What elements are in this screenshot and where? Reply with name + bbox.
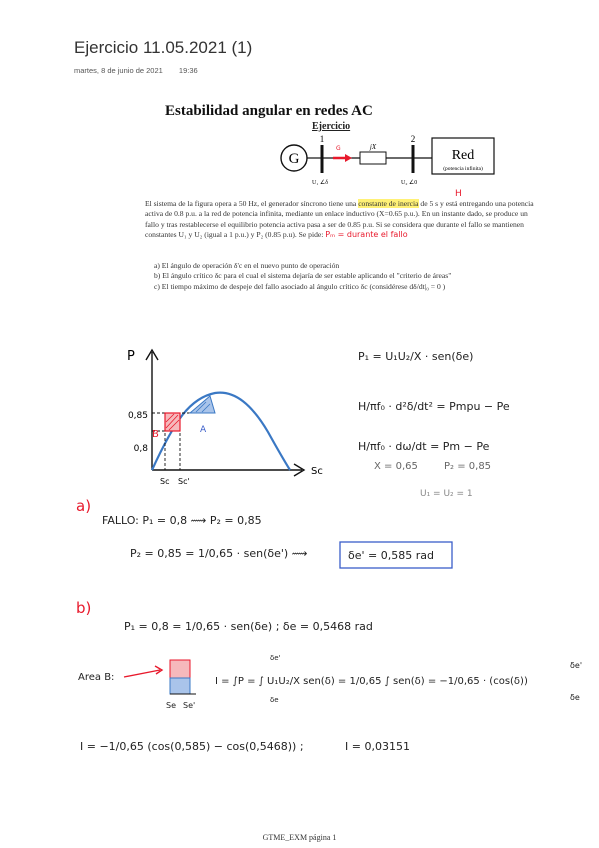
tick-08: 0,8 bbox=[133, 444, 148, 454]
integral-high: δe' bbox=[270, 654, 281, 662]
page-date: martes, 8 de junio de 2021 bbox=[74, 66, 163, 75]
grid-label: Red bbox=[451, 148, 475, 163]
integral: I = ∫P = ∫ U₁U₂/X sen(δ) = 1/0,65 ∫ sen(δ) = −1/0,65 · (cos(δ)) bbox=[215, 676, 528, 687]
equations bbox=[358, 350, 510, 499]
tick-se-prime: Sc' bbox=[178, 477, 190, 486]
tick-se: Sc bbox=[160, 477, 170, 486]
eq-1: P₁ = U₁U₂/X · sen(δe) bbox=[358, 350, 474, 363]
part-b-label: b) bbox=[76, 599, 92, 617]
integral-low: δe bbox=[270, 696, 279, 704]
eq-3: H/πf₀ · dω/dt = Pm − Pe bbox=[358, 440, 490, 453]
bracket-low: δe bbox=[570, 693, 580, 702]
page-footer: GTME_EXM página 1 bbox=[262, 833, 337, 842]
given-u: U₁ = U₂ = 1 bbox=[420, 489, 473, 499]
area-sub-1: Se bbox=[166, 701, 176, 710]
delta-axis-label: Sc bbox=[311, 466, 323, 477]
u1-label: U₁ ∠δ bbox=[312, 180, 329, 186]
result-eq: I = −1/0,65 (cos(0,585) − cos(0,5468)) ; bbox=[80, 740, 304, 753]
tick-085: 0,85 bbox=[127, 411, 148, 421]
bus-2-label: 2 bbox=[410, 134, 416, 144]
u2-label: U₂ ∠0 bbox=[401, 180, 418, 186]
question-item: a) El ángulo de operación δ'c en el nuevo punto de operación bbox=[154, 261, 340, 270]
grid-sub: (potencia infinita) bbox=[443, 166, 483, 172]
problem-statement bbox=[145, 199, 540, 240]
doc-subheading: Ejercicio bbox=[312, 121, 351, 132]
para-part-2: de 5 s y está entregando una potencia activa de 0.8 p.u. a la red de potencia infinita, mediante un enlace inductivo (X=0.65 p.u.). En un instante dado, se produce un fallo y tras restablecerse el equilibrio potencia activa pasa a ser de 0.85 p.u. Si se considera que durante el fallo se mantienen constantes U₁ y U₂ (igual a 1 p.u.) y P₂ (0.85 p.u). Se pide: bbox=[145, 199, 534, 239]
result: I = 0,03151 bbox=[345, 740, 410, 753]
page-time: 19:36 bbox=[178, 66, 198, 75]
handwritten-pm: Pₘ = durante el fallo bbox=[325, 229, 408, 239]
part-b bbox=[76, 599, 582, 753]
handwritten-h: H bbox=[455, 189, 462, 199]
eq-2: H/πf₀ · d²δ/dt² = Pmpu − Pe bbox=[358, 400, 510, 413]
line-label: jX bbox=[369, 143, 377, 151]
page-title: Ejercicio 11.05.2021 (1) bbox=[74, 38, 253, 57]
red-arrowhead bbox=[345, 154, 352, 162]
part-a bbox=[76, 497, 452, 568]
given-x: X = 0,65 bbox=[374, 461, 418, 472]
handwritten-g: G bbox=[336, 145, 341, 152]
area-b-arrow bbox=[124, 670, 160, 677]
doc-heading: Estabilidad angular en redes AC bbox=[165, 103, 373, 119]
p-axis-label: P bbox=[127, 349, 135, 364]
area-b-label: Area B: bbox=[78, 672, 115, 683]
label-b: B bbox=[152, 429, 159, 440]
part-a-label: a) bbox=[76, 497, 92, 515]
given-p2: P₂ = 0,85 bbox=[444, 461, 492, 472]
bracket-high: δe' bbox=[570, 661, 583, 670]
part-a-eq: P₂ = 0,85 = 1/0,65 · sen(δe') ⟿ bbox=[130, 547, 308, 560]
part-a-answer: δe' = 0,585 rad bbox=[348, 549, 434, 562]
label-a: A bbox=[200, 425, 207, 435]
pv-graph bbox=[127, 349, 323, 486]
question-item: c) El tiempo máximo de despeje del fallo asociado al ángulo crítico δc (considérese dδ/dt|₀ = 0 ) bbox=[154, 281, 446, 291]
line-impedance bbox=[360, 152, 386, 164]
generator-label: G bbox=[288, 151, 300, 167]
part-b-eq: P₁ = 0,8 = 1/0,65 · sen(δe) ; δe = 0,5468 rad bbox=[124, 620, 373, 633]
part-a-fallo: FALLO: P₁ = 0,8 ⟿ P₂ = 0,85 bbox=[102, 514, 262, 527]
question-list bbox=[154, 261, 544, 292]
area-sub-2: Se' bbox=[183, 701, 196, 710]
question-item: b) El ángulo crítico δc para el cual el sistema dejaría de ser estable aplicando el "criterio de áreas" bbox=[154, 271, 452, 281]
para-highlight: constante de inercia bbox=[358, 199, 419, 208]
bus-1-label: 1 bbox=[319, 134, 325, 144]
para-part-1: El sistema de la figura opera a 50 Hz, el generador síncrono tiene una bbox=[145, 199, 359, 208]
circuit-diagram bbox=[281, 134, 494, 199]
